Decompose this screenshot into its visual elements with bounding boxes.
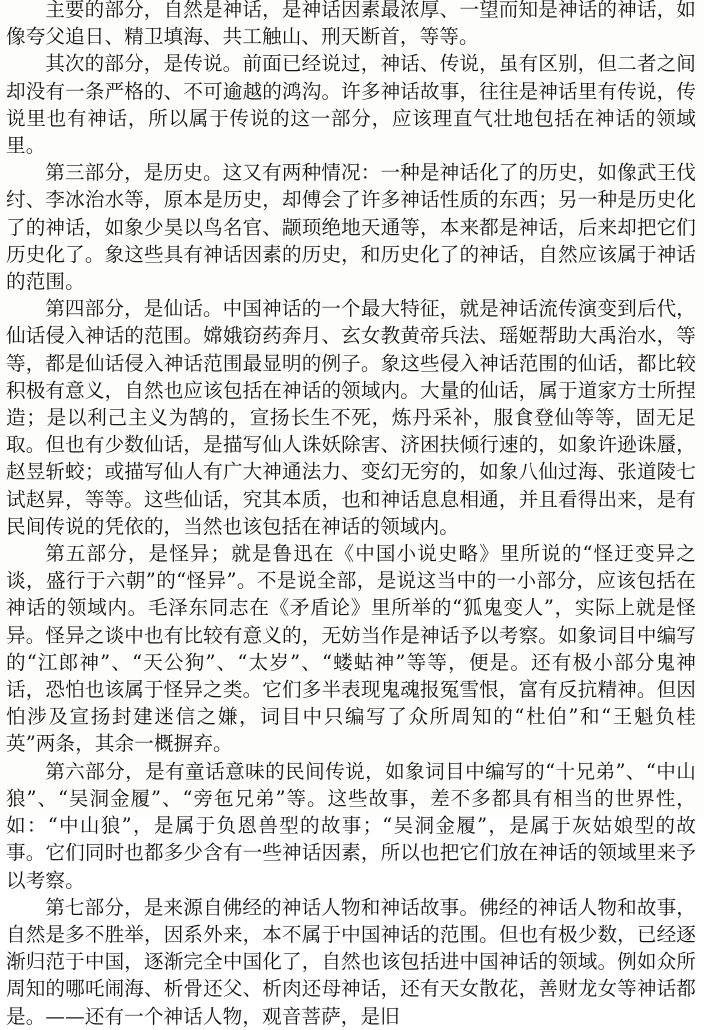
paragraph-second-part-legend: 其次的部分，是传说。前面已经说过，神话、传说，虽有区别，但二者之间却没有一条严格的、不可逾越的鸿沟。许多神话故事，往往是神话里有传说，传说里也有神话，所以属于传说的这一部分，应该理直气壮地包括在神话的领域里。 — [6, 52, 696, 158]
paragraph-third-part-history: 第三部分，是历史。这又有两种情况：一种是神话化了的历史，如像武王伐纣、李冰治水等，原本是历史，却傅会了许多神话性质的东西；另一种是历史化了的神话，如象少昊以鸟名官、颛顼绝地天通等，本来都是神话，后来却把它们历史化了。象这些具有神话因素的历史，和历史化了的神话，自然应该属于神话的范围。 — [6, 161, 696, 294]
paragraph-fifth-part-strange-tales: 第五部分，是怪异；就是鲁迅在《中国小说史略》里所说的“怪迂变异之谈，盛行于六朝”的“怪异”。不是说全部，是说这当中的一小部分，应该包括在神话的领域内。毛泽东同志在《矛盾论》里所举的“狐鬼变人”，实际上就是怪异。怪异之谈中也有比较有意义的，无妨当作是神话予以考察。如象词目中编写的“江郎神”、“天公狗”、“太岁”、“蝼蛄神”等等，便是。还有极小部分鬼神话，恐怕也该属于怪异之类。它们多半表现鬼魂报冤雪恨，富有反抗精神。但因怕涉及宣扬封建迷信之嫌，词目中只编写了众所周知的“杜伯”和“王魁负桂英”两条，其余一概摒弃。 — [6, 542, 696, 756]
paragraph-sixth-part-folk-tales: 第六部分，是有童话意味的民间传说，如象词目中编写的“十兄弟”、“中山狼”、“吴洞金履”、“旁㐌兄弟”等。这些故事，差不多都具有相当的世界性，如：“中山狼”，是属于负恩兽型的故事；“吴洞金履”，是属于灰姑娘型的故事。它们同时也都多少含有一些神话因素，所以也把它们放在神话的领域里来予以考察。 — [6, 759, 696, 892]
paragraph-fourth-part-immortal-tales: 第四部分，是仙话。中国神话的一个最大特征，就是神话流传演变到后代，仙话侵入神话的范围。嫦娥窃药奔月、玄女教黄帝兵法、瑶姬帮助大禹治水，等等，都是仙话侵入神话范围最显明的例子。象这些侵入神话范围的仙话，都比较积极有意义，自然也应该包括在神话的领域内。大量的仙话，属于道家方士所捏造；是以利己主义为鹄的，宣扬长生不死，炼丹采补，服食登仙等等，固无足取。但也有少数仙话，是描写仙人诛妖除害、济困扶倾行速的，如象许逊诛蜃，赵昱斩蛟；或描写仙人有广大神通法力、变幻无穷的，如象八仙过海、张道陵七试赵昇，等等。这些仙话，究其本质，也和神话息息相通，并且看得出来，是有民间传说的凭依的，当然也该包括在神话的领域内。 — [6, 297, 696, 538]
paragraph-seventh-part-buddhist-myths: 第七部分，是来源自佛经的神话人物和神话故事。佛经的神话人物和故事，自然是多不胜举，因系外来，本不属于中国神话的范围。但也有极少数，已经逐渐归范于中国，逐渐完全中国化了，自然也该包括进中国神话的领域。例如众所周知的哪吒闹海、析骨还父、析肉还母神话，还有天女散花，善财龙女等神话都是。——还有一个神话人物，观音菩萨，是旧 — [6, 895, 696, 1028]
paragraph-main-part: 主要的部分，自然是神话，是神话因素最浓厚、一望而知是神话的神话，如像夸父追日、精卫填海、共工触山、刑天断首，等等。 — [6, 0, 696, 49]
